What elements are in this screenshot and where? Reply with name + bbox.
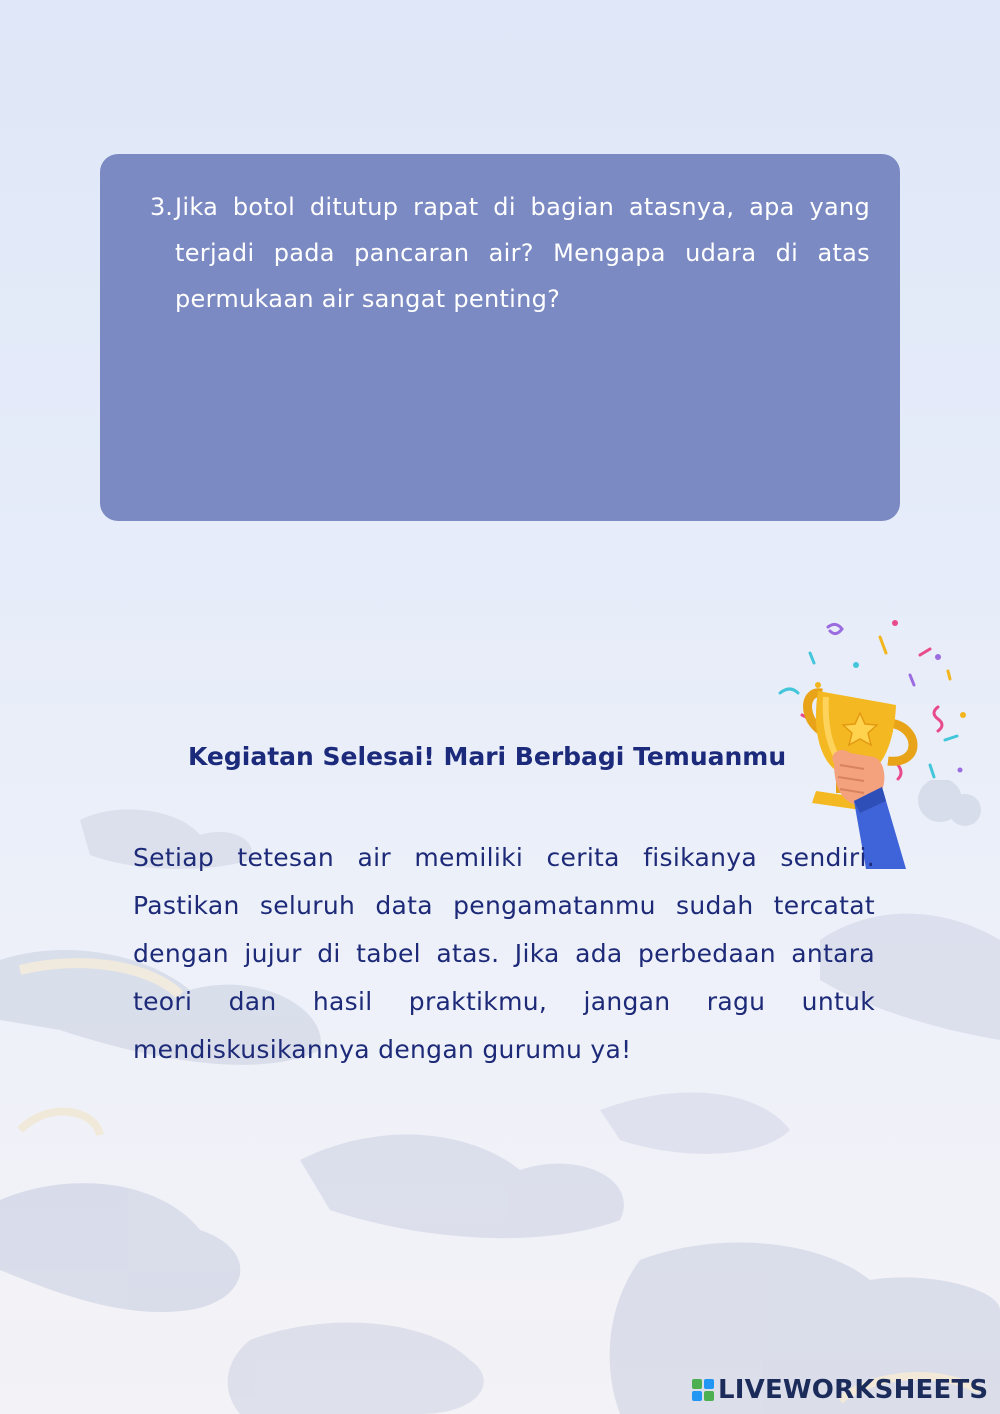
liveworksheets-logo[interactable] (692, 1375, 988, 1405)
answer-input[interactable] (140, 334, 860, 494)
liveworksheets-logo-icon (692, 1379, 714, 1401)
question-text: Jika botol ditutup rapat di bagian atasnya, apa yang terjadi pada pancaran air? Mengapa udara di atas permukaan air sangat penting? (175, 193, 870, 313)
question-number: 3. (150, 193, 173, 221)
question-card (100, 154, 900, 521)
closing-paragraph: Setiap tetesan air memiliki cerita fisikanya sendiri. Pastikan seluruh data pengamatanmu sudah tercatat dengan jujur di tabel atas. Jika ada perbedaan antara teori dan hasil praktikmu, jangan ragu untuk mendiskusikannya dengan gurumu ya! (133, 843, 875, 1064)
closing-heading: Kegiatan Selesai! Mari Berbagi Temuanmu (188, 742, 787, 771)
logo-text: LIVEWORKSHEETS (718, 1375, 989, 1405)
